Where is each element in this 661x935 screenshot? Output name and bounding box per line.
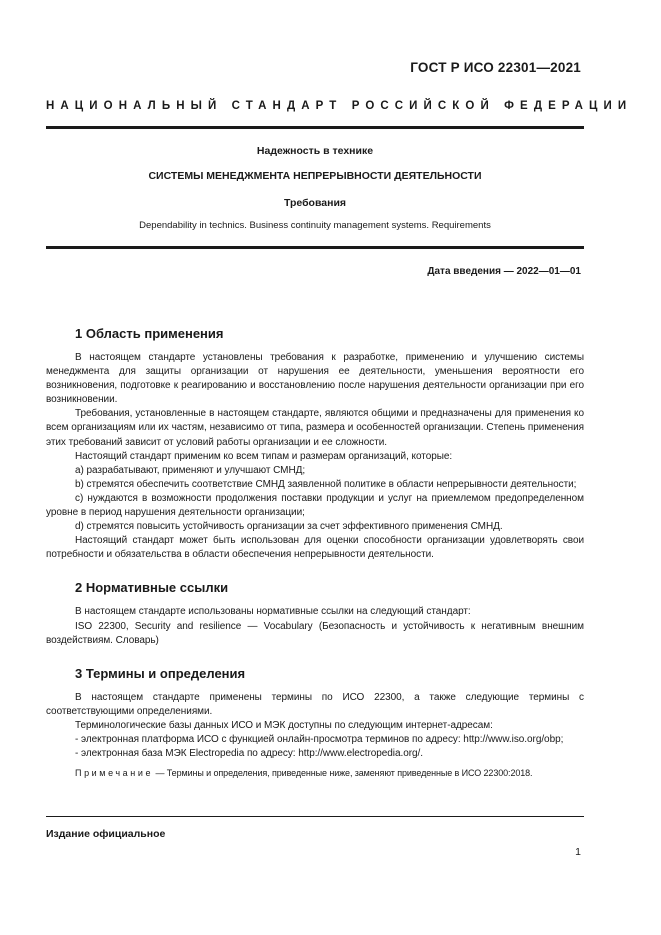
section-heading: 2 Нормативные ссылки <box>75 580 229 596</box>
note-text: — Термины и определения, приведенные ниже, заменяют приведенные в ИСО 22300:2018. <box>153 768 533 779</box>
paragraph: Терминологические базы данных ИСО и МЭК доступны по следующим интернет-адресам: <box>75 719 493 731</box>
paragraph: В настоящем стандарте использованы нормативные ссылки на следующий стандарт: <box>75 606 471 618</box>
list-item: b) стремятся обеспечить соответствие СМНД заявленной политике в области непрерывности деятельности; <box>75 478 577 490</box>
paragraph: Настоящий стандарт может быть использован для оценки способности организации удовлетворять свои потребности и обязательства в области обеспечения непрерывности деятельности. <box>46 535 584 561</box>
standard-code: ГОСТ Р ИСО 22301—2021 <box>410 60 581 75</box>
page-number: 1 <box>575 846 581 858</box>
paragraph: Настоящий стандарт применим ко всем типам и размерам организаций, которые: <box>75 450 453 462</box>
paragraph: ISO 22300, Security and resilience — Vocabulary (Безопасность и устойчивость к негативным внешним воздействиям. Словарь) <box>46 620 584 646</box>
section-heading: 3 Термины и определения <box>75 665 246 681</box>
document-subtitle: Требования <box>283 197 347 209</box>
list-item: - электронная платформа ИСО с функцией онлайн-просмотра терминов по адресу: http://www.iso.org/obp; <box>75 733 564 745</box>
national-standard-heading: НАЦИОНАЛЬНЫЙ СТАНДАРТ РОССИЙСКОЙ ФЕДЕРАЦИИ <box>46 100 633 112</box>
document-title: СИСТЕМЫ МЕНЕДЖМЕНТА НЕПРЕРЫВНОСТИ ДЕЯТЕЛЬНОСТИ <box>148 170 482 182</box>
header-rule <box>46 126 584 129</box>
list-item: - электронная база МЭК Electropedia по адресу: http://www.electropedia.org/. <box>75 748 423 760</box>
section-heading: 1 Область применения <box>75 326 224 341</box>
section-terms-definitions <box>46 666 584 780</box>
document-subject: Надежность в технике <box>256 145 374 157</box>
title-rule <box>46 246 584 249</box>
document-body <box>46 326 584 780</box>
english-title: Dependability in technics. Business continuity management systems. Requirements <box>139 220 491 231</box>
list-item: c) нуждаются в возможности продолжения поставки продукции и услуг на приемлемом предопределенном уровне в период нарушения деятельности организации; <box>46 492 584 519</box>
note <box>46 767 584 780</box>
official-edition-label: Издание официальное <box>46 828 166 840</box>
note-label: Примечание <box>75 768 154 779</box>
footer-rule <box>46 816 584 817</box>
section-scope <box>46 326 584 562</box>
section-normative-references <box>46 580 584 647</box>
paragraph: Требования, установленные в настоящем стандарте, являются общими и предназначены для применения ко всем организациям или их частям, независимо от типа, размера и особенностей организации. Степень применения этих требований зависит от условий работы организации и ее сложности. <box>46 408 584 448</box>
introduction-date: Дата введения — 2022—01—01 <box>427 266 581 277</box>
list-item: d) стремятся повысить устойчивость организации за счет эффективного применения СМНД. <box>75 521 503 533</box>
paragraph: В настоящем стандарте применены термины по ИСО 22300, а также следующие термины с соответствующими определениями. <box>46 691 584 717</box>
list-item: a) разрабатывают, применяют и улучшают СМНД; <box>75 464 306 476</box>
paragraph: В настоящем стандарте установлены требования к разработке, применению и улучшению системы менеджмента для защиты организации от нарушения ее деятельности, уменьшения вероятности его возникновения, подготовке к реагированию и восстановлению после нарушения деятельности организации при его возникновении. <box>46 352 584 406</box>
